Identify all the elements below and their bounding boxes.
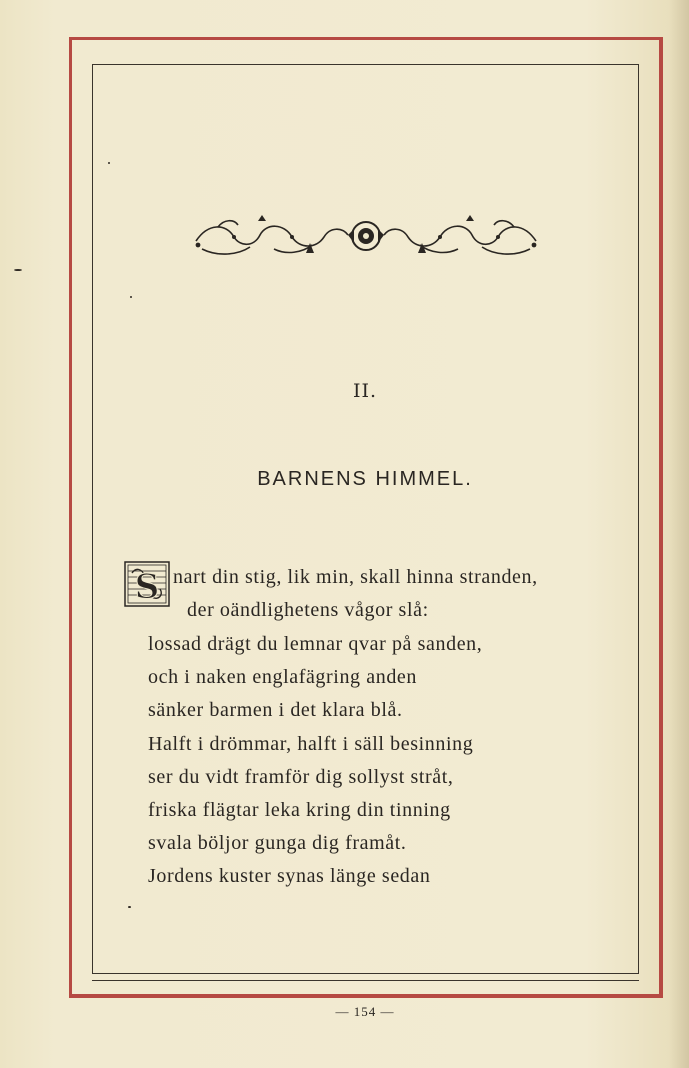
poem-line: nart din stig, lik min, skall hinna stranden, <box>173 566 538 588</box>
chapter-numeral: II. <box>352 380 378 402</box>
poem-line: friska flägtar leka kring din tinning <box>148 799 451 821</box>
print-speck <box>108 162 110 164</box>
poem-line: och i naken englafägring anden <box>148 666 418 688</box>
print-speck <box>14 269 22 271</box>
inner-frame-bottom-rule <box>92 980 639 981</box>
poem-line: der oändlighetens vågor slå: <box>187 599 429 621</box>
chapter-title: BARNENS HIMMEL. <box>257 468 473 490</box>
poem-line: Halft i drömmar, halft i säll besinning <box>148 733 474 755</box>
poem-line: Jordens kuster synas länge sedan <box>148 865 431 887</box>
print-speck <box>128 906 131 908</box>
page-edge-shadow <box>669 0 689 1068</box>
page-number: — 154 — <box>335 1004 395 1019</box>
drop-cap-letter: S <box>134 567 160 607</box>
print-speck <box>130 296 132 298</box>
poem-line: sänker barmen i det klara blå. <box>148 699 403 721</box>
poem-line: svala böljor gunga dig framåt. <box>148 832 407 854</box>
floral-scroll-ornament-icon <box>188 213 544 259</box>
poem-line: ser du vidt framför dig sollyst stråt, <box>148 766 454 788</box>
ornamental-initial-s-icon <box>124 561 170 607</box>
poem-line: lossad drägt du lemnar qvar på sanden, <box>148 633 483 655</box>
